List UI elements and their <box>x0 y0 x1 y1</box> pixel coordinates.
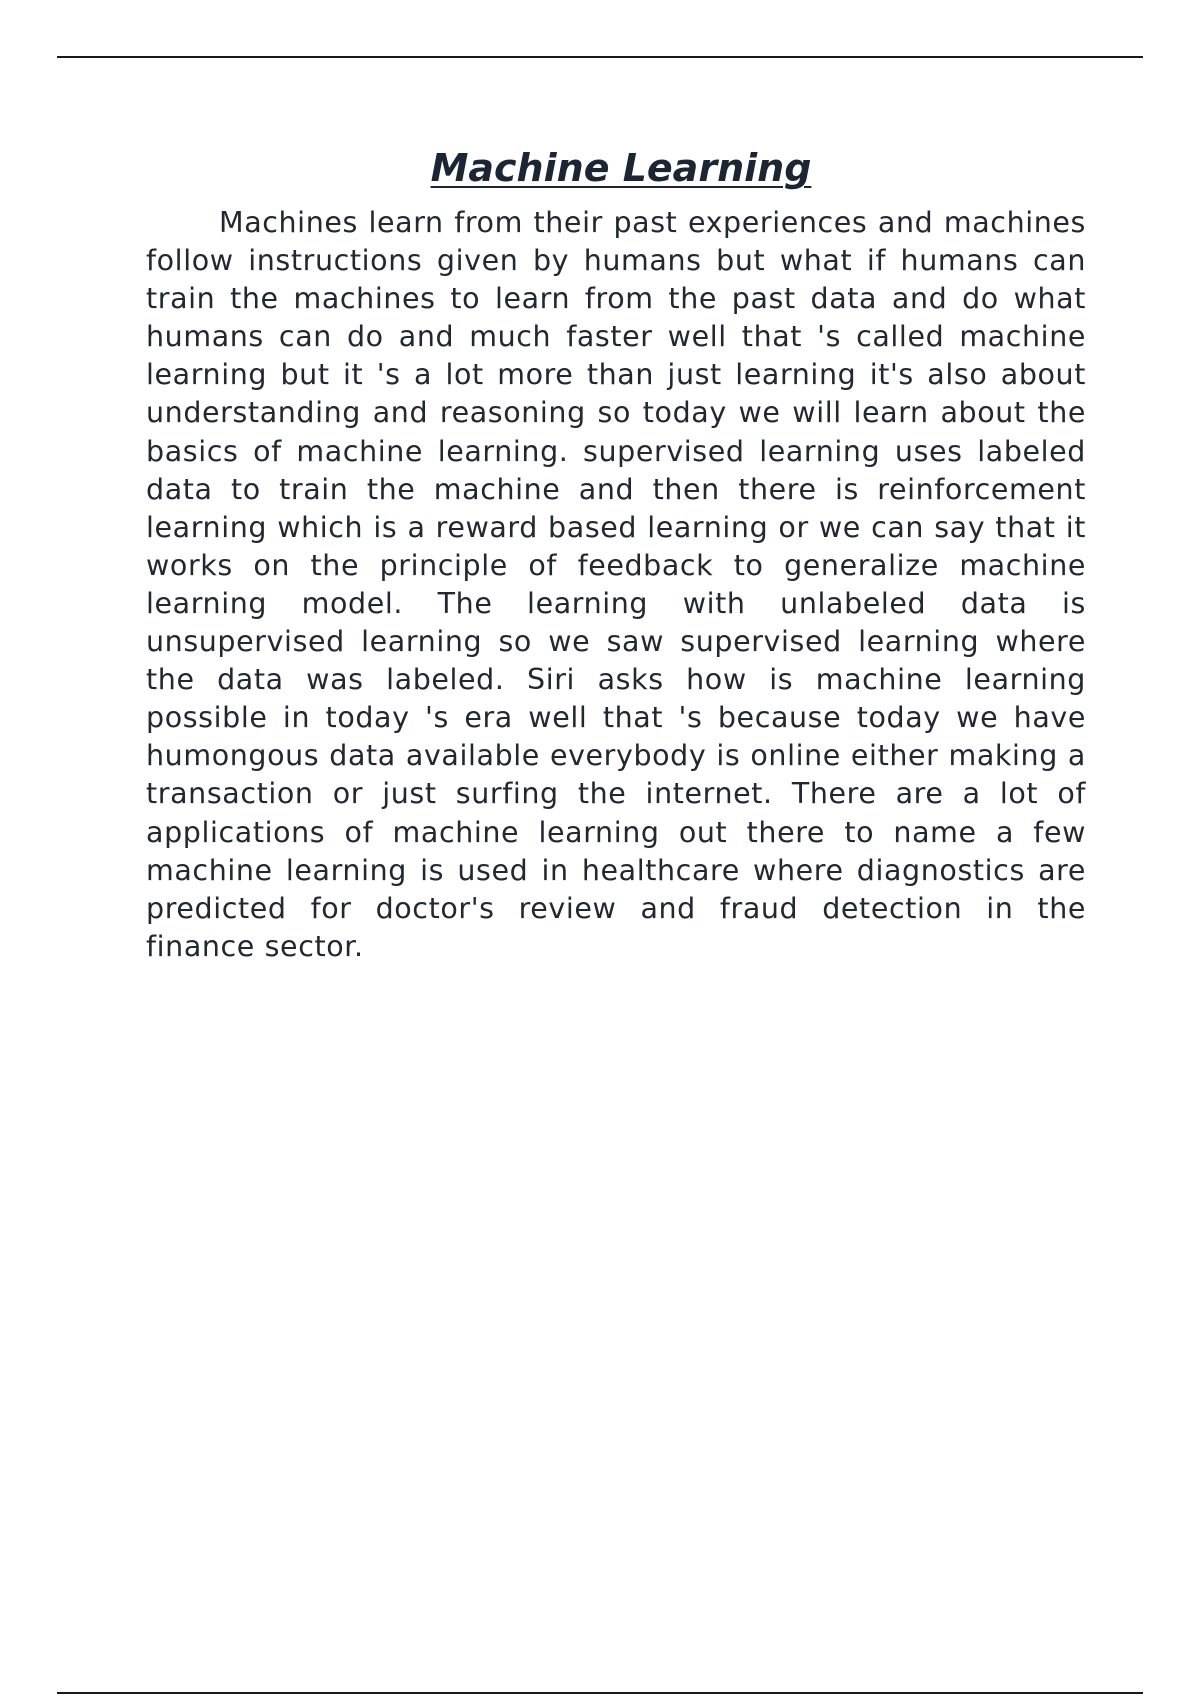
body-paragraph: Machines learn from their past experiences and machines follow instructions given by humans but what if humans can train the machines to learn from the past data and do what humans can do and much faster well that 's called machine learning but it 's a lot more than just learning it's also about understanding and reasoning so today we will learn about the basics of machine learning. supervised learning uses labeled data to train the machine and then there is reinforcement learning which is a reward based learning or we can say that it works on the principle of feedback to generalize machine learning model. The learning with unlabeled data is unsupervised learning so we saw supervised learning where the data was labeled. Siri asks how is machine learning possible in today 's era well that 's because today we have humongous data available everybody is online either making a transaction or just surfing the internet. There are a lot of applications of machine learning out there to name a few machine learning is used in healthcare where diagnostics are predicted for doctor's review and fraud detection in the finance sector. <box>146 206 1086 963</box>
top-divider <box>57 56 1143 58</box>
page-title: Machine Learning <box>430 146 812 190</box>
document-content <box>146 138 1086 966</box>
bottom-divider <box>57 1692 1143 1694</box>
